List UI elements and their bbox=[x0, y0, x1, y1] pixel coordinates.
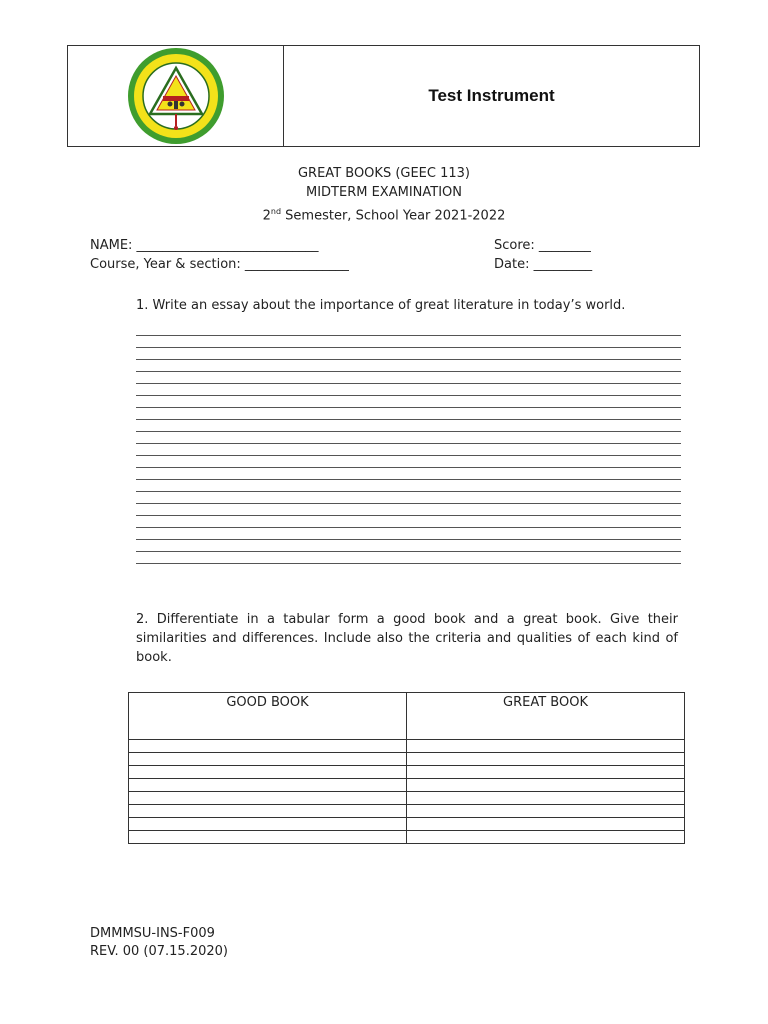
course-title: GREAT BOOKS (GEEC 113) bbox=[297, 166, 470, 181]
answer-line bbox=[136, 420, 681, 432]
student-fields bbox=[90, 236, 630, 274]
semester-line bbox=[0, 202, 768, 225]
logo-cell bbox=[68, 46, 284, 146]
table-row bbox=[129, 831, 685, 844]
table-cell bbox=[129, 831, 407, 844]
answer-line bbox=[136, 528, 681, 540]
table-row bbox=[129, 818, 685, 831]
table-cell bbox=[129, 766, 407, 779]
table-cell bbox=[129, 818, 407, 831]
table-cell bbox=[129, 753, 407, 766]
answer-line bbox=[136, 432, 681, 444]
answer-line bbox=[136, 540, 681, 552]
date-field: Date: _________ bbox=[494, 257, 593, 272]
answer-line bbox=[136, 348, 681, 360]
answer-line bbox=[136, 324, 681, 336]
great-book-header: GREAT BOOK bbox=[407, 693, 685, 740]
exam-heading bbox=[0, 164, 768, 225]
answer-line bbox=[136, 468, 681, 480]
table-cell bbox=[129, 779, 407, 792]
good-book-header: GOOD BOOK bbox=[129, 693, 407, 740]
question-1: 1. Write an essay about the importance of great literature in today’s world. bbox=[136, 298, 626, 313]
answer-line bbox=[136, 372, 681, 384]
semester-sup: nd bbox=[270, 207, 282, 216]
comparison-table bbox=[128, 692, 685, 844]
table-row bbox=[129, 792, 685, 805]
header-title: Test Instrument bbox=[428, 86, 555, 105]
table-cell bbox=[407, 766, 685, 779]
answer-line bbox=[136, 384, 681, 396]
question-2: 2. Differentiate in a tabular form a good book and a great book. Give their similarities and differences. Include also the criteria and qualities of each kind of book. bbox=[136, 612, 678, 665]
answer-line bbox=[136, 336, 681, 348]
table-cell bbox=[129, 792, 407, 805]
table-cell bbox=[407, 740, 685, 753]
table-row bbox=[129, 805, 685, 818]
table-cell bbox=[407, 792, 685, 805]
table-cell bbox=[407, 753, 685, 766]
answer-line bbox=[136, 444, 681, 456]
field-row-2 bbox=[90, 255, 630, 274]
header-box bbox=[67, 45, 700, 147]
table-row bbox=[129, 740, 685, 753]
form-code: DMMMSU-INS-F009 bbox=[90, 926, 215, 941]
score-field: Score: ________ bbox=[494, 238, 591, 253]
footer bbox=[90, 925, 228, 961]
table-cell bbox=[407, 818, 685, 831]
semester-num: 2 bbox=[262, 208, 271, 224]
table-cell bbox=[407, 779, 685, 792]
answer-lines bbox=[136, 324, 681, 564]
table-cell bbox=[129, 805, 407, 818]
answer-line bbox=[136, 516, 681, 528]
table-cell bbox=[129, 740, 407, 753]
table-row bbox=[129, 766, 685, 779]
table-header-row bbox=[129, 693, 685, 740]
revision: REV. 00 (07.15.2020) bbox=[90, 944, 228, 959]
semester-rest: Semester, School Year 2021-2022 bbox=[281, 208, 506, 224]
answer-line bbox=[136, 396, 681, 408]
answer-line bbox=[136, 504, 681, 516]
field-row-1 bbox=[90, 236, 630, 255]
exam-type: MIDTERM EXAMINATION bbox=[306, 185, 462, 200]
answer-line bbox=[136, 408, 681, 420]
table-cell bbox=[407, 805, 685, 818]
table-row bbox=[129, 753, 685, 766]
course-section-field: Course, Year & section: ________________ bbox=[90, 257, 349, 272]
table-row bbox=[129, 779, 685, 792]
name-field: NAME: ____________________________ bbox=[90, 238, 319, 253]
answer-line bbox=[136, 492, 681, 504]
answer-line bbox=[136, 360, 681, 372]
answer-line bbox=[136, 552, 681, 564]
answer-line bbox=[136, 456, 681, 468]
answer-line bbox=[136, 480, 681, 492]
table-cell bbox=[407, 831, 685, 844]
university-seal-logo bbox=[126, 46, 226, 146]
